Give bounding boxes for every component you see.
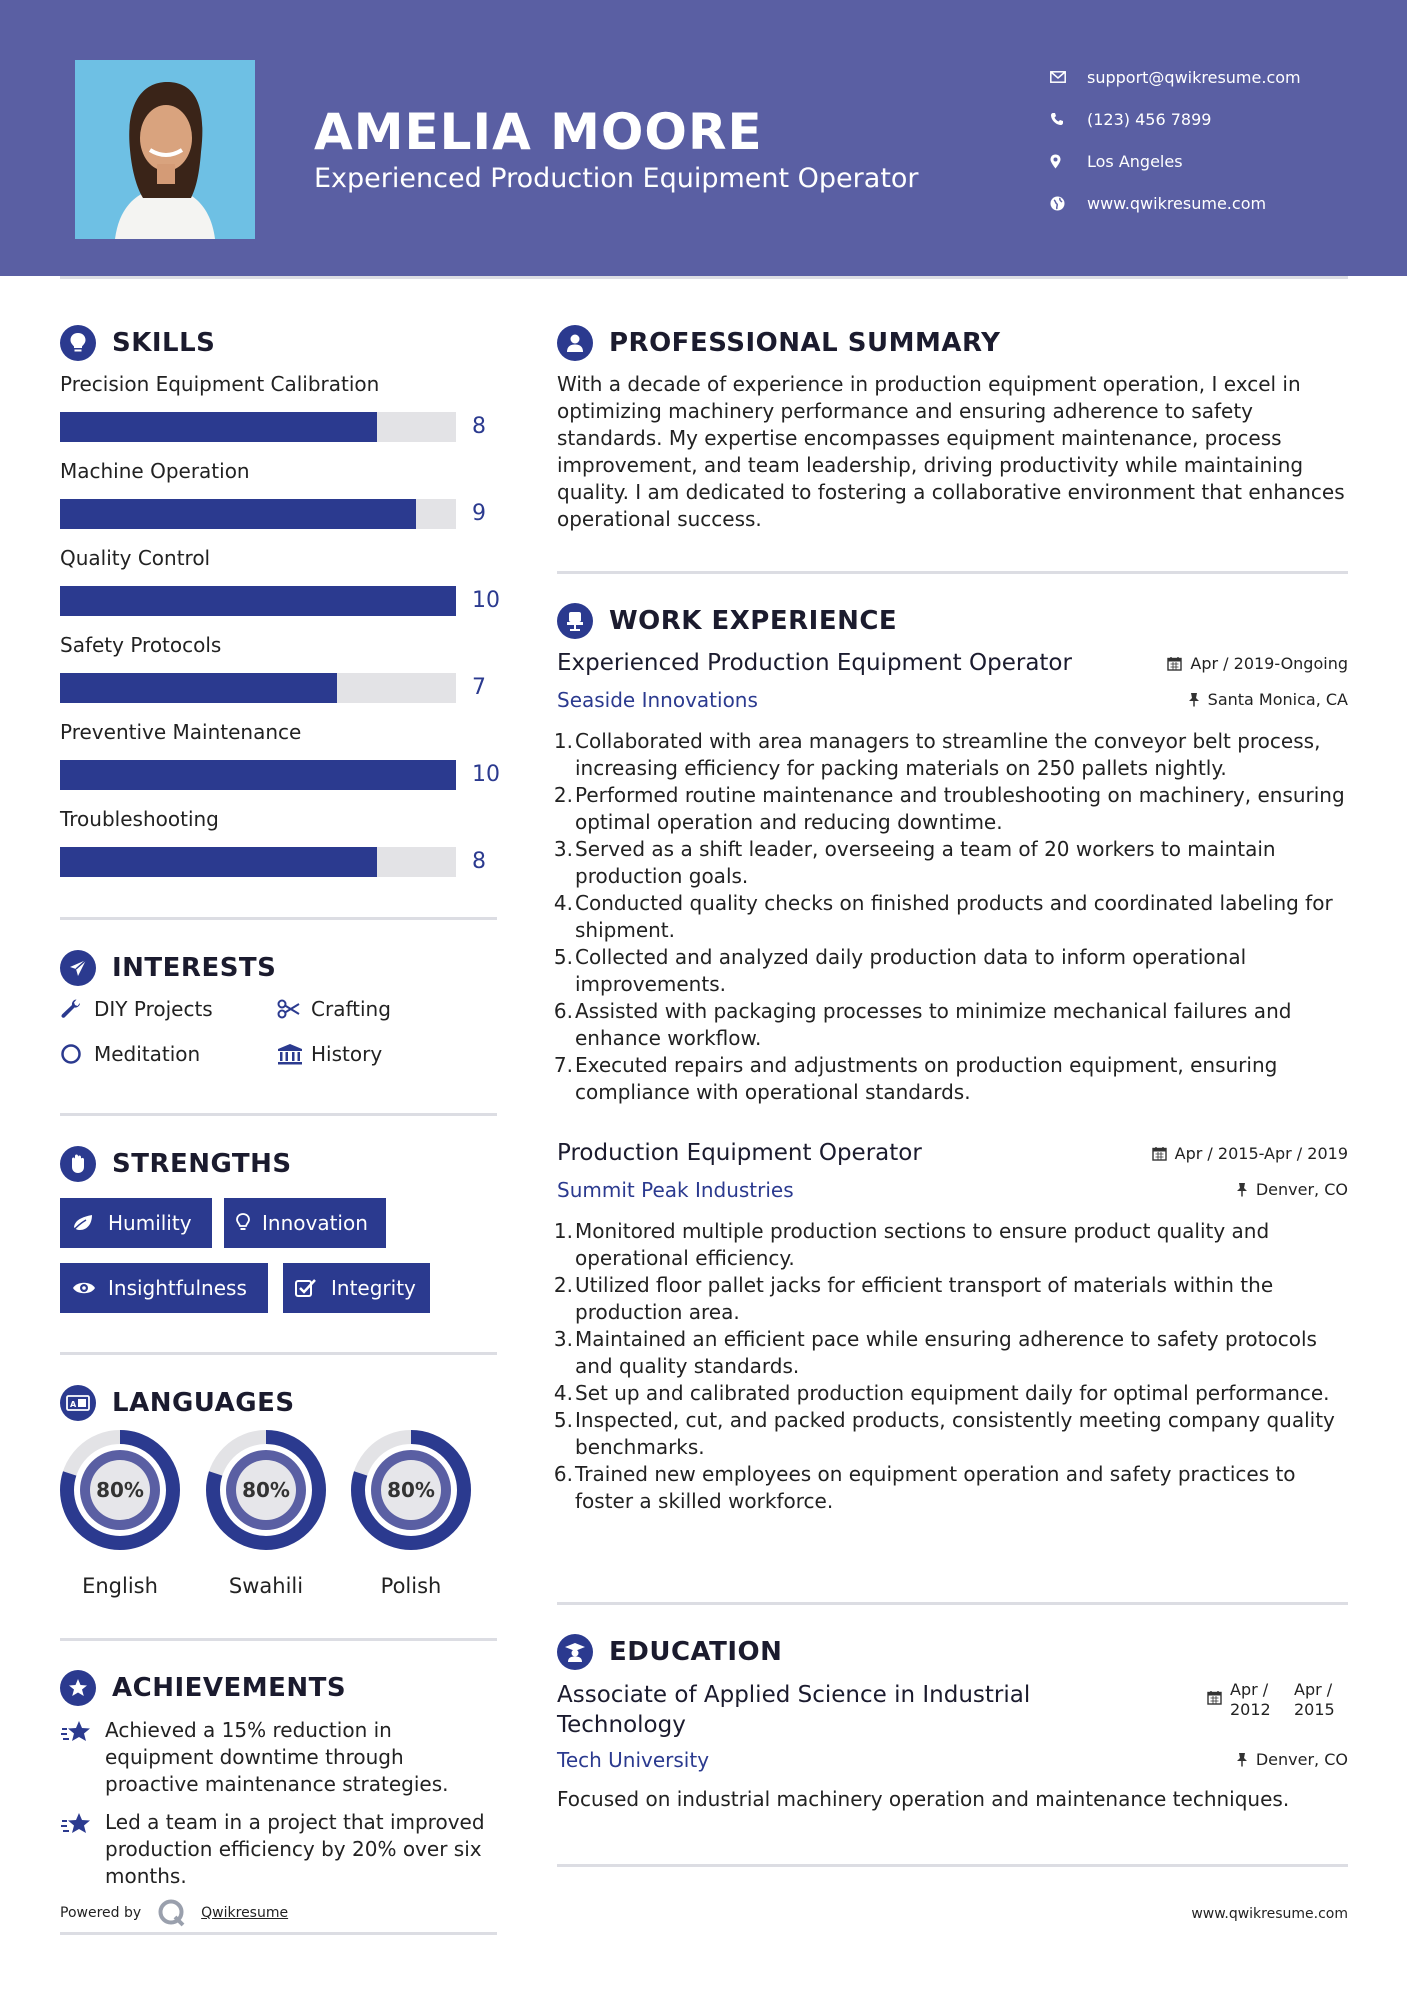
bullet-item: [553, 1052, 1350, 1106]
bullet-text: Assisted with packaging processes to minimize mechanical failures and enhance workflow.: [575, 999, 1292, 1050]
calendar-icon: [1207, 1690, 1222, 1720]
language-percent: 80%: [242, 1478, 290, 1502]
skill-item: [60, 372, 500, 439]
education-start-date: Apr / 2012: [1230, 1680, 1271, 1719]
checkbox-icon: [295, 1278, 331, 1298]
languages-divider: [60, 1638, 497, 1641]
language-card-icon: [60, 1385, 96, 1421]
education-end-date: Apr / 2015: [1294, 1680, 1335, 1719]
strength-badge: Insightfulness: [60, 1263, 268, 1313]
skills-divider: [60, 917, 497, 920]
wrench-icon: [60, 998, 94, 1020]
skill-bar-fill: [60, 673, 337, 703]
bullet-number: 1.: [553, 1219, 573, 1243]
language-name: English: [82, 1574, 158, 1598]
skill-name: Safety Protocols: [60, 633, 222, 657]
job-location: Santa Monica, CA: [1188, 690, 1348, 709]
skill-item: [60, 720, 500, 787]
summary-heading: PROFESSIONAL SUMMARY: [557, 325, 1000, 361]
bullet-text: Collaborated with area managers to streamline the conveyor belt process, increasing efficiency for packing materials on 250 pallets nightly.: [575, 729, 1321, 780]
job-entry-header: [557, 1140, 1348, 1210]
language-name: Swahili: [228, 1574, 304, 1598]
contact-website[interactable]: [1050, 182, 1301, 224]
bullet-number: 6.: [553, 1462, 573, 1486]
bullet-number: 7.: [553, 1053, 573, 1077]
achievement-item: Achieved a 15% reduction in equipment downtime through proactive maintenance strategies.: [60, 1717, 500, 1798]
bullet-item: [553, 1272, 1350, 1326]
summary-text: With a decade of experience in production equipment operation, I excel in optimizing machinery performance and ensuring adherence to safety standards. My expertise encompasses equipment maintenance, process improvement, and team leadership, driving productivity while maintaining quality. I am dedicated to fostering a collaborative environment that enhances operational success.: [557, 372, 1345, 531]
globe-icon: [1050, 196, 1087, 211]
interests-heading: INTERESTS: [60, 950, 276, 986]
qwikresume-link[interactable]: Qwikresume: [201, 1905, 289, 1921]
skill-item: [60, 546, 500, 613]
bullet-text: Maintained an efficient pace while ensuring adherence to safety protocols and quality standards.: [575, 1327, 1317, 1378]
bullet-text: Executed repairs and adjustments on production equipment, ensuring compliance with operational standards.: [575, 1053, 1278, 1104]
bullet-item: [553, 1461, 1350, 1515]
bullet-text: Trained new employees on equipment operation and safety practices to foster a skilled workforce.: [575, 1462, 1296, 1513]
school-name: Tech University: [557, 1748, 710, 1772]
bullet-number: 3.: [553, 1327, 573, 1351]
language-ring: [60, 1430, 180, 1550]
job-bullets: [553, 728, 1350, 1106]
strength-badge: Integrity: [283, 1263, 430, 1313]
skill-name: Quality Control: [60, 546, 211, 570]
bullet-text: Utilized floor pallet jacks for efficient transport of materials within the production area.: [575, 1273, 1274, 1324]
raised-fist-icon: [60, 1146, 96, 1182]
interest-item: History: [277, 1042, 382, 1066]
language-percent: 80%: [96, 1478, 144, 1502]
circle-icon: [60, 1043, 94, 1065]
skill-bar-track: [60, 673, 456, 703]
interests-divider: [60, 1113, 497, 1116]
eye-icon: [72, 1280, 108, 1296]
svg-text:A: A: [70, 1400, 77, 1409]
skill-value: 10: [472, 588, 500, 613]
contact-email[interactable]: [1050, 56, 1301, 98]
bullet-item: [553, 782, 1350, 836]
contact-phone-text: (123) 456 7899: [1087, 109, 1212, 129]
bullet-text: Set up and calibrated production equipment daily for optimal performance.: [575, 1381, 1330, 1405]
bullet-text: Monitored multiple production sections to ensure product quality and operational efficiency.: [575, 1219, 1270, 1270]
interest-item: Crafting: [277, 997, 391, 1021]
skill-value: 7: [472, 675, 486, 700]
contact-website-text: www.qwikresume.com: [1087, 193, 1267, 213]
school-location: Denver, CO: [1236, 1750, 1348, 1769]
skill-name: Machine Operation: [60, 459, 250, 483]
skills-heading: SKILLS: [60, 325, 215, 361]
bullet-item: [553, 944, 1350, 998]
contact-email-text: support@qwikresume.com: [1087, 67, 1301, 87]
job-location: Denver, CO: [1236, 1180, 1348, 1199]
education-entry-header: [557, 1680, 1348, 1780]
bullet-item: [553, 1380, 1350, 1407]
skill-bar-track: [60, 586, 456, 616]
skill-bar-fill: [60, 760, 456, 790]
bullet-text: Inspected, cut, and packed products, consistently meeting company quality benchmarks.: [575, 1408, 1335, 1459]
calendar-icon: [1167, 656, 1182, 671]
language-percent: 80%: [387, 1478, 435, 1502]
powered-by: Powered by Qwikresume: [60, 1898, 288, 1928]
bullet-text: Collected and analyzed daily production data to inform operational improvements.: [575, 945, 1247, 996]
skill-bar-track: [60, 760, 456, 790]
footer-divider-left: [60, 1932, 497, 1935]
interest-item: DIY Projects: [60, 997, 213, 1021]
briefcase-chair-icon: [557, 603, 593, 639]
bullet-number: 2.: [553, 783, 573, 807]
bullet-item: [553, 890, 1350, 944]
stars-icon: [60, 1809, 105, 1890]
contact-list: [1050, 56, 1301, 224]
strengths-heading: STRENGTHS: [60, 1146, 292, 1182]
pushpin-icon: [1236, 1182, 1248, 1197]
skill-bar-fill: [60, 499, 416, 529]
bullet-number: 3.: [553, 837, 573, 861]
bullet-number: 6.: [553, 999, 573, 1023]
skill-value: 8: [472, 414, 486, 439]
experience-divider: [557, 1602, 1348, 1605]
star-badge-icon: [60, 1670, 96, 1706]
achievement-item: Led a team in a project that improved production efficiency by 20% over six months.: [60, 1809, 500, 1890]
contact-location: [1050, 140, 1301, 182]
email-icon: [1050, 71, 1087, 83]
profile-photo: [75, 60, 255, 239]
phone-icon: [1050, 112, 1087, 126]
bullet-number: 2.: [553, 1273, 573, 1297]
museum-icon: [277, 1043, 311, 1065]
leaf-icon: [72, 1214, 108, 1232]
company-name: Summit Peak Industries: [557, 1178, 794, 1202]
footer-website[interactable]: www.qwikresume.com: [1191, 1906, 1348, 1922]
language-item: [351, 1430, 471, 1598]
education-dates: [1207, 1680, 1348, 1720]
skill-item: [60, 633, 500, 700]
language-item: [60, 1430, 180, 1598]
bullet-item: [553, 998, 1350, 1052]
education-heading: EDUCATION: [557, 1634, 782, 1670]
pushpin-icon: [1236, 1752, 1248, 1767]
skill-bar-fill: [60, 847, 377, 877]
graduate-icon: [557, 1634, 593, 1670]
skill-bar-fill: [60, 586, 456, 616]
skill-name: Preventive Maintenance: [60, 720, 302, 744]
pushpin-icon: [1188, 692, 1200, 707]
stars-icon: [60, 1717, 105, 1798]
language-name: Polish: [380, 1574, 442, 1598]
language-ring: [206, 1430, 326, 1550]
experience-heading: WORK EXPERIENCE: [557, 603, 897, 639]
job-date: Apr / 2015-Apr / 2019: [1152, 1144, 1348, 1163]
contact-phone[interactable]: [1050, 98, 1301, 140]
calendar-icon: [1152, 1146, 1167, 1161]
bullet-number: 5.: [553, 1408, 573, 1432]
location-pin-icon: [1050, 154, 1087, 169]
job-bullets: [553, 1218, 1350, 1515]
job-entry-header: [557, 650, 1348, 720]
contact-location-text: Los Angeles: [1087, 151, 1183, 171]
job-date: Apr / 2019-Ongoing: [1167, 654, 1348, 673]
job-title: Production Equipment Operator: [557, 1140, 922, 1166]
language-item: [206, 1430, 326, 1598]
bullet-text: Served as a shift leader, overseeing a team of 20 workers to maintain production goals.: [575, 837, 1276, 888]
strength-badge: Innovation: [224, 1198, 386, 1248]
language-ring: [351, 1430, 471, 1550]
qwikresume-logo-icon: [157, 1898, 187, 1928]
education-divider: [557, 1864, 1348, 1867]
skill-value: 8: [472, 849, 486, 874]
languages-heading: A LANGUAGES: [60, 1385, 295, 1421]
bullet-number: 4.: [553, 891, 573, 915]
bullet-text: Conducted quality checks on finished products and coordinated labeling for shipment.: [575, 891, 1333, 942]
bullet-number: 5.: [553, 945, 573, 969]
bullet-item: [553, 1218, 1350, 1272]
skill-name: Troubleshooting: [60, 807, 219, 831]
bullet-number: 1.: [553, 729, 573, 753]
skill-bar-track: [60, 412, 456, 442]
education-description: Focused on industrial machinery operation and maintenance techniques.: [557, 1787, 1290, 1811]
degree-title: Associate of Applied Science in Industrial Technology: [557, 1682, 1031, 1738]
resume-header: [0, 0, 1407, 276]
skill-bar-fill: [60, 412, 377, 442]
skill-value: 10: [472, 762, 500, 787]
achievements-heading: ACHIEVEMENTS: [60, 1670, 346, 1706]
bullet-item: [553, 1326, 1350, 1380]
candidate-name: AMELIA MOORE: [314, 103, 763, 161]
bullet-number: 4.: [553, 1381, 573, 1405]
skill-bar-track: [60, 847, 456, 877]
candidate-title: Experienced Production Equipment Operator: [314, 163, 919, 194]
lightbulb-icon: [60, 325, 96, 361]
bullet-item: [553, 836, 1350, 890]
job-title: Experienced Production Equipment Operator: [557, 650, 1072, 676]
skill-value: 9: [472, 501, 486, 526]
company-name: Seaside Innovations: [557, 688, 758, 712]
summary-divider: [557, 571, 1348, 574]
skill-item: [60, 807, 500, 874]
skill-bar-track: [60, 499, 456, 529]
bullet-text: Performed routine maintenance and troubleshooting on machinery, ensuring optimal operation and reducing downtime.: [575, 783, 1345, 834]
bullet-item: [553, 728, 1350, 782]
lightbulb-icon: [236, 1213, 262, 1233]
header-divider: [60, 276, 1348, 279]
skill-item: [60, 459, 500, 526]
interest-item: Meditation: [60, 1042, 200, 1066]
paper-plane-icon: [60, 950, 96, 986]
bullet-item: [553, 1407, 1350, 1461]
strength-badge: Humility: [60, 1198, 212, 1248]
scissors-icon: [277, 999, 311, 1019]
user-icon: [557, 325, 593, 361]
skill-name: Precision Equipment Calibration: [60, 372, 380, 396]
strengths-divider: [60, 1352, 497, 1355]
